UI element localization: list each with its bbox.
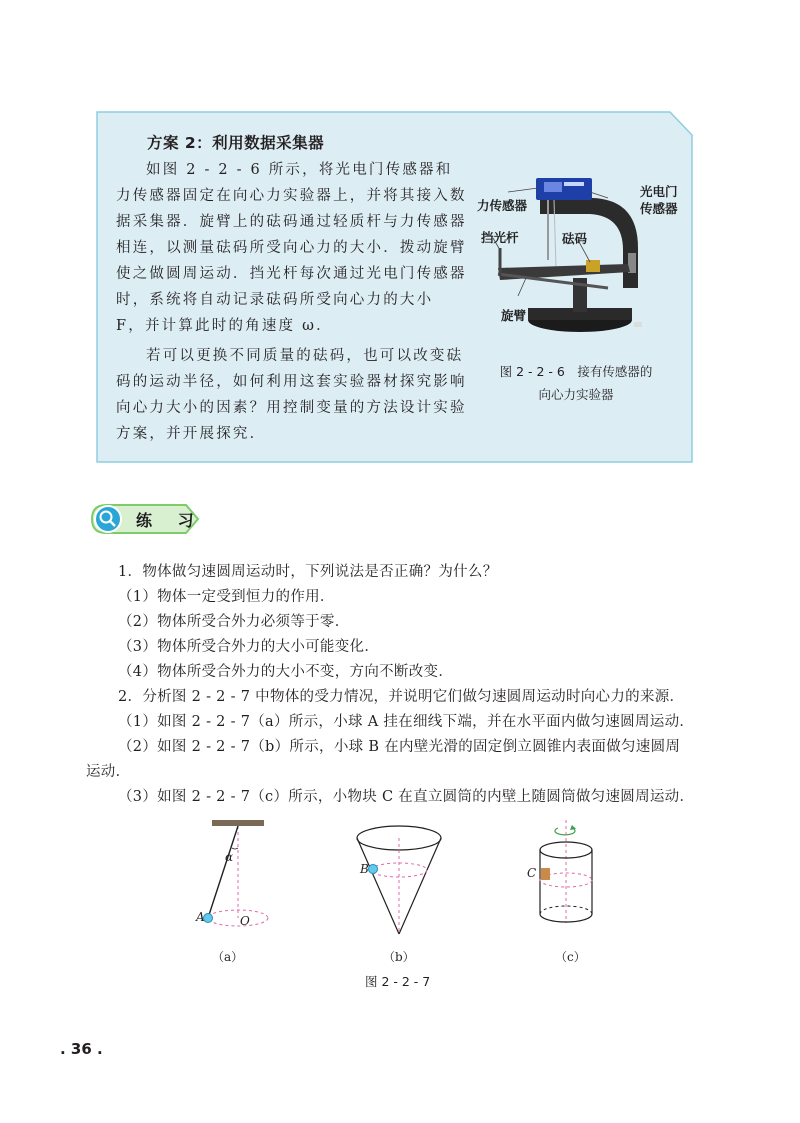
figure-226-caption-1: 图 2 - 2 - 6 接有传感器的 [499,364,653,379]
exercise-line-6: 2．分析图 2 - 2 - 7 中物体的受力情况，并说明它们做匀速圆周运动时向心力的来源． [118,689,685,705]
label-weight: 砝码 [562,231,588,246]
exercise-line-9: 运动． [86,764,131,780]
label-photogate-1: 光电门 [640,184,678,199]
exercise-line-8: （2）如图 2 - 2 - 7（b）所示，小球 B 在内壁光滑的固定倒立圆锥内表面做匀速圆周 [118,739,681,755]
figure-b-cone [352,822,452,937]
caption-c: （c） [555,950,586,964]
label-A: A [196,910,205,924]
caption-b: （b） [383,950,415,964]
weight-block [586,260,600,272]
scheme-title: 方案 2：利用数据采集器 [147,134,325,152]
exercise-line-5: （4）物体所受合外力的大小不变，方向不断改变． [118,664,454,680]
scheme-para-1: 如图 2 - 2 - 6 所示，将光电门传感器和力传感器固定在向心力实验器上，并将其接入数据采集器．旋臂上的砝码通过轻质杆与力传感器相连，以测量砝码所受向心力的大小．拨动旋臂使之做圆周运动．挡光杆每次通过光电门传感器时，系统将自动记录砝码所受向心力的大小 F，并计算此时的角速度 ω． [116,162,467,334]
label-O: O [240,914,250,928]
ball-b [369,865,378,874]
label-alpha: α [225,850,234,864]
scheme-para-2: 若可以更换不同质量的砝码，也可以改变砝码的运动半径，如何利用这套实验器材探究影响向心力大小的因素？用控制变量的方法设计实验方案，并开展探究． [116,348,467,442]
scheme-body [116,157,468,447]
exercise-line-7: （1）如图 2 - 2 - 7（a）所示，小球 A 挂在细线下端，并在水平面内做匀速圆周运动． [118,714,695,730]
label-photogate-2: 传感器 [640,201,678,216]
exercise-line-10: （3）如图 2 - 2 - 7（c）所示，小物块 C 在直立圆筒的内壁上随圆筒做匀速圆周运动． [118,789,695,805]
page-number: . 36 . [60,1040,103,1058]
caption-a: （a） [212,950,244,964]
label-force-sensor: 力传感器 [477,198,528,213]
exercise-line-2: （1）物体一定受到恒力的作用． [118,589,335,605]
figure-226-caption-2: 向心力实验器 [538,387,614,402]
exercise-line-1: 1．物体做匀速圆周运动时，下列说法是否正确？为什么？ [118,564,498,580]
exercise-title: 练 习 [136,511,204,530]
figure-c-cylinder [532,818,612,933]
label-C: C [527,866,537,880]
label-B: B [360,862,369,876]
block-c [541,868,550,880]
label-light-bar: 挡光杆 [481,230,519,245]
magnifier-icon [98,509,118,529]
figure-227-caption: 图 2 - 2 - 7 [365,974,431,989]
label-arm: 旋臂 [501,308,527,323]
exercise-line-3: （2）物体所受合外力必须等于零． [118,614,350,630]
exercise-line-4: （3）物体所受合外力的大小可能变化． [118,639,380,655]
